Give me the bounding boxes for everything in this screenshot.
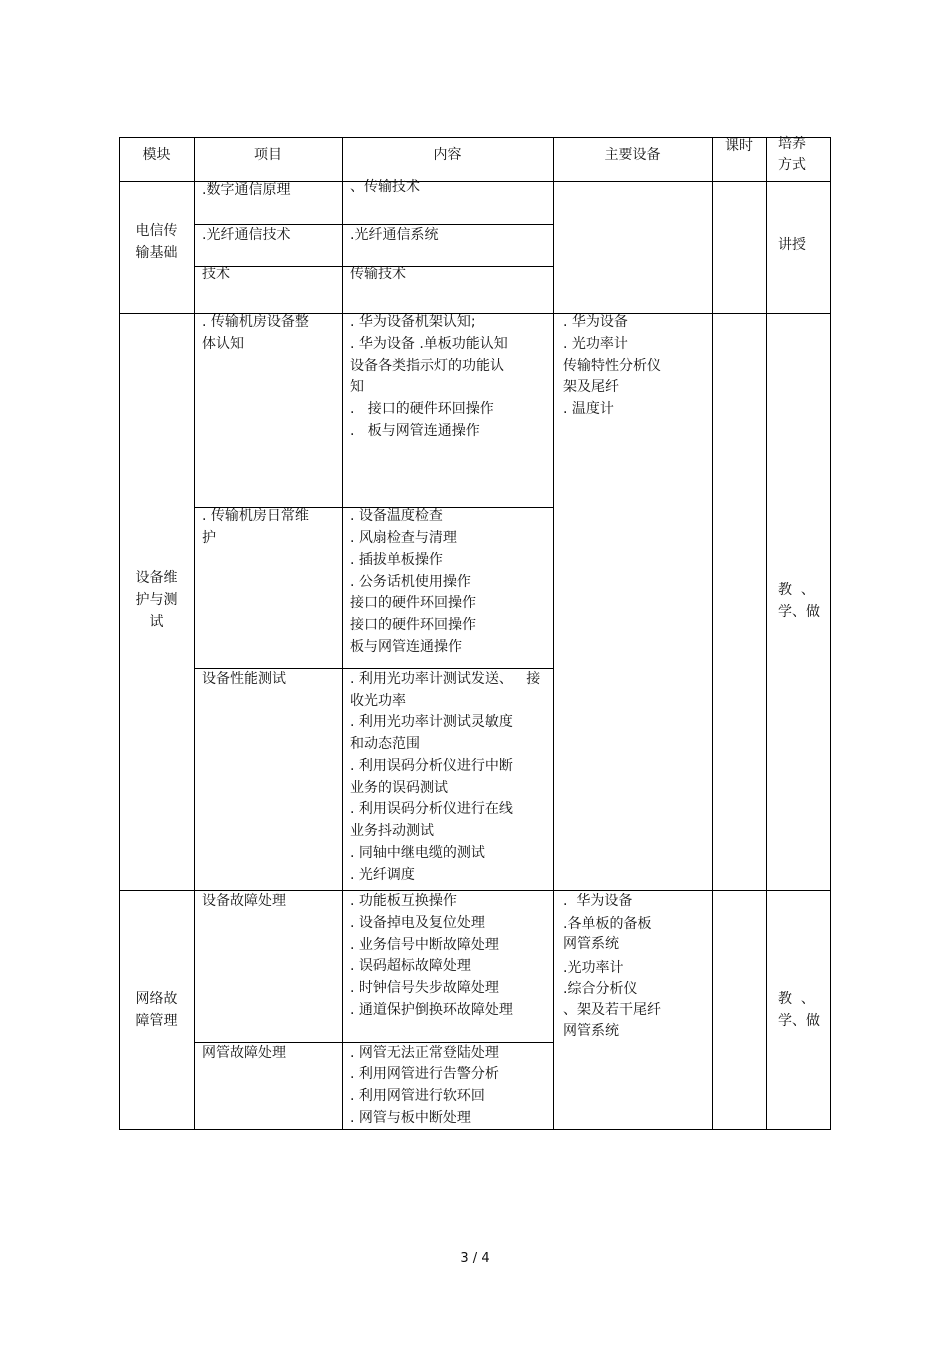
content-line: . 时钟信号失步故障处理	[350, 980, 499, 996]
header-content: 内容	[433, 147, 462, 163]
method-line: 学、做	[778, 1013, 820, 1029]
project-line: 护	[202, 530, 216, 546]
content-line: . 误码超标故障处理	[350, 958, 471, 974]
page-number: 3 / 4	[460, 1251, 490, 1266]
content-line: 板与网管连通操作	[350, 639, 462, 655]
content-cell: 传输技术	[350, 266, 406, 282]
equipment-line: 网管系统	[563, 1023, 619, 1039]
project-cell: 设备故障处理	[202, 893, 286, 909]
content-line: . 网管无法正常登陆处理	[350, 1045, 499, 1061]
content-line: . 通道保护倒换环故障处理	[350, 1002, 513, 1018]
header-module: 模块	[142, 147, 171, 163]
content-line: . 插拔单板操作	[350, 552, 443, 568]
project-line: . 传输机房设备整	[202, 314, 309, 330]
equipment-line: 架及尾纤	[563, 379, 619, 395]
content-line: . 接口的硬件环回操作	[350, 401, 494, 417]
content-line: . 功能板互换操作	[350, 893, 457, 909]
content-cell: .光纤通信系统	[350, 227, 439, 243]
method-line: 学、做	[778, 604, 820, 620]
content-line: . 利用光功率计测试灵敏度	[350, 714, 513, 730]
content-line: . 公务话机使用操作	[350, 574, 471, 590]
content-cell: 、传输技术	[350, 179, 420, 195]
content-line: . 网管与板中断处理	[350, 1110, 471, 1126]
content-line: 设备各类指示灯的功能认	[350, 358, 504, 374]
module-name-line: 电信传	[135, 223, 178, 239]
equipment-line: 传输特性分析仪	[563, 358, 661, 374]
content-line: . 业务信号中断故障处理	[350, 937, 499, 953]
content-line: . 板与网管连通操作	[350, 423, 480, 439]
content-line: . 光纤调度	[350, 867, 415, 883]
method-line: 教 、	[778, 582, 815, 598]
content-line: 接口的硬件环回操作	[350, 595, 476, 611]
module-name-line: 障管理	[135, 1013, 178, 1029]
content-line: . 同轴中继电缆的测试	[350, 845, 485, 861]
equipment-line: .各单板的备板	[563, 916, 652, 932]
equipment-line: .综合分析仪	[563, 981, 638, 997]
equipment-line: . 温度计	[563, 401, 614, 417]
header-equipment: 主要设备	[604, 147, 661, 163]
content-line: 知	[350, 379, 364, 395]
content-line: . 风扇检查与清理	[350, 530, 457, 546]
header-method-line: 方式	[778, 157, 806, 173]
equipment-line: . 华为设备	[563, 893, 633, 909]
project-line: 体认知	[202, 336, 244, 352]
content-line: 和动态范围	[350, 736, 420, 752]
project-cell: .数字通信原理	[202, 182, 291, 198]
module-name-line: 设备维	[135, 570, 178, 586]
content-line: . 华为设备 .单板功能认知	[350, 336, 508, 352]
module-name-line: 输基础	[135, 245, 178, 261]
equipment-line: 网管系统	[563, 936, 619, 952]
method-cell: 讲授	[778, 237, 806, 253]
module-name-line: 网络故	[135, 991, 178, 1007]
content-line: 接口的硬件环回操作	[350, 617, 476, 633]
content-line: . 利用误码分析仪进行在线	[350, 801, 513, 817]
project-line: . 传输机房日常维	[202, 508, 309, 524]
content-line: 业务抖动测试	[350, 823, 434, 839]
header-method-line: 培养	[778, 136, 806, 152]
content-line: . 利用网管进行告警分析	[350, 1066, 499, 1082]
equipment-line: . 光功率计	[563, 336, 628, 352]
content-line: . 利用网管进行软环回	[350, 1088, 485, 1104]
content-line: 收光功率	[350, 693, 406, 709]
header-hours: 课时	[725, 138, 753, 154]
equipment-line: 、架及若干尾纤	[563, 1002, 661, 1018]
project-cell: 设备性能测试	[202, 671, 286, 687]
method-line: 教 、	[778, 991, 815, 1007]
content-line: 业务的误码测试	[350, 780, 448, 796]
content-line: . 利用误码分析仪进行中断	[350, 758, 513, 774]
equipment-line: .光功率计	[563, 960, 624, 976]
header-project: 项目	[254, 147, 282, 163]
project-cell: 技术	[202, 266, 230, 282]
equipment-line: . 华为设备	[563, 314, 628, 330]
module-name-line: 护与测	[135, 592, 178, 608]
content-line: . 设备温度检查	[350, 508, 443, 524]
content-line: . 设备掉电及复位处理	[350, 915, 485, 931]
project-cell: .光纤通信技术	[202, 227, 291, 243]
project-cell: 网管故障处理	[202, 1045, 286, 1061]
content-line: . 华为设备机架认知;	[350, 314, 476, 330]
module-name-line: 试	[149, 614, 164, 630]
content-line: . 利用光功率计测试发送、 接	[350, 671, 541, 687]
